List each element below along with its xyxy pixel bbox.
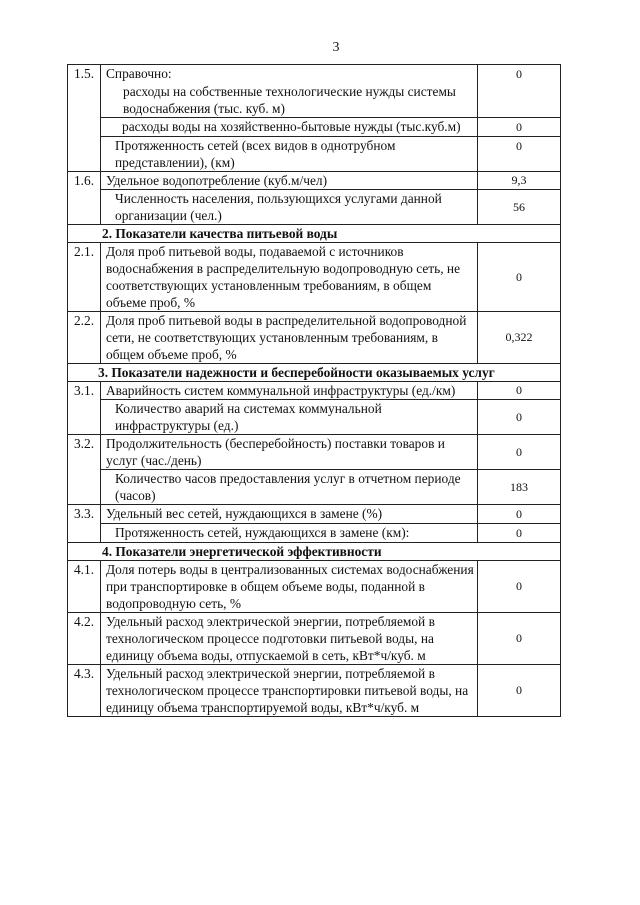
row-value: 0	[478, 505, 561, 524]
row-value: 0	[478, 665, 561, 717]
row-text: Удельный расход электрической энергии, потребляемой в технологическом процессе транспортировки питьевой воды, на единицу объема транспортируемой воды, кВт*ч/куб. м	[101, 665, 478, 717]
row-text: Доля проб питьевой воды, подаваемой с источников водоснабжения в распределительную водопроводную сеть, не соответствующих установленным требованиям, в общем объеме проб, %	[101, 243, 478, 312]
row-value: 0	[478, 118, 561, 137]
row-text: Количество аварий на системах коммунальной инфраструктуры (ед.)	[101, 400, 478, 435]
row-number: 2.2.	[68, 312, 101, 364]
row-text: Доля потерь воды в централизованных системах водоснабжения при транспортировке в общем объеме воды, поданной в водопроводную сеть, %	[101, 561, 478, 613]
section-header-row	[68, 364, 561, 382]
row-value: 0	[478, 65, 561, 118]
row-value: 0	[478, 400, 561, 435]
table-row	[68, 561, 561, 613]
table-row	[68, 312, 561, 364]
row-value: 9,3	[478, 172, 561, 190]
row-number: 1.5.	[68, 65, 101, 172]
row-number: 4.2.	[68, 613, 101, 665]
row-text: Справочно:	[101, 65, 478, 83]
row-value: 0	[478, 561, 561, 613]
row-value: 0	[478, 435, 561, 470]
table-row	[68, 137, 561, 172]
row-number: 1.6.	[68, 172, 101, 225]
table-row	[68, 65, 561, 83]
row-value: 0,322	[478, 312, 561, 364]
row-text: Продолжительность (бесперебойность) поставки товаров и услуг (час./день)	[101, 435, 478, 470]
indicators-table	[67, 64, 561, 717]
row-value: 0	[478, 382, 561, 400]
row-value: 56	[478, 190, 561, 225]
row-number: 3.1.	[68, 382, 101, 435]
table-row	[68, 190, 561, 225]
row-text: Удельный расход электрической энергии, потребляемой в технологическом процессе подготовки питьевой воды, на единицу объема воды, отпускаемой в сеть, кВт*ч/куб. м	[101, 613, 478, 665]
table-row	[68, 243, 561, 312]
page-number: 3	[332, 40, 340, 55]
row-text: Доля проб питьевой воды в распределительной водопроводной сети, не соответствующих установленным требованиям, в общем объеме проб, %	[101, 312, 478, 364]
table-row	[68, 613, 561, 665]
row-number: 4.1.	[68, 561, 101, 613]
table-row	[68, 172, 561, 190]
row-text: Количество часов предоставления услуг в отчетном периоде (часов)	[101, 470, 478, 505]
table-row	[68, 118, 561, 137]
section-title: 4. Показатели энергетической эффективности	[68, 543, 561, 561]
row-value: 0	[478, 243, 561, 312]
row-text: Протяженность сетей (всех видов в однотрубном представлении), (км)	[101, 137, 478, 172]
row-value: 183	[478, 470, 561, 505]
table-row	[68, 435, 561, 470]
row-number: 2.1.	[68, 243, 101, 312]
row-number: 3.3.	[68, 505, 101, 543]
row-text: Аварийность систем коммунальной инфраструктуры (ед./км)	[101, 382, 478, 400]
section-title: 3. Показатели надежности и бесперебойности оказываемых услуг	[68, 364, 561, 382]
table-row	[68, 470, 561, 505]
row-text: расходы воды на хозяйственно-бытовые нужды (тыс.куб.м)	[101, 118, 478, 137]
section-header-row	[68, 543, 561, 561]
table-row	[68, 665, 561, 717]
row-value: 0	[478, 613, 561, 665]
row-text: расходы на собственные технологические нужды системы водоснабжения (тыс. куб. м)	[101, 83, 478, 118]
section-title: 2. Показатели качества питьевой воды	[68, 225, 561, 243]
row-text: Удельное водопотребление (куб.м/чел)	[101, 172, 478, 190]
row-number: 4.3.	[68, 665, 101, 717]
table-row	[68, 400, 561, 435]
row-text: Численность населения, пользующихся услугами данной организации (чел.)	[101, 190, 478, 225]
table-row	[68, 382, 561, 400]
table-row	[68, 505, 561, 524]
row-number: 3.2.	[68, 435, 101, 505]
section-header-row	[68, 225, 561, 243]
row-text: Протяженность сетей, нуждающихся в замене (км):	[101, 524, 478, 543]
table-row	[68, 524, 561, 543]
row-value: 0	[478, 137, 561, 172]
row-text: Удельный вес сетей, нуждающихся в замене (%)	[101, 505, 478, 524]
row-value: 0	[478, 524, 561, 543]
